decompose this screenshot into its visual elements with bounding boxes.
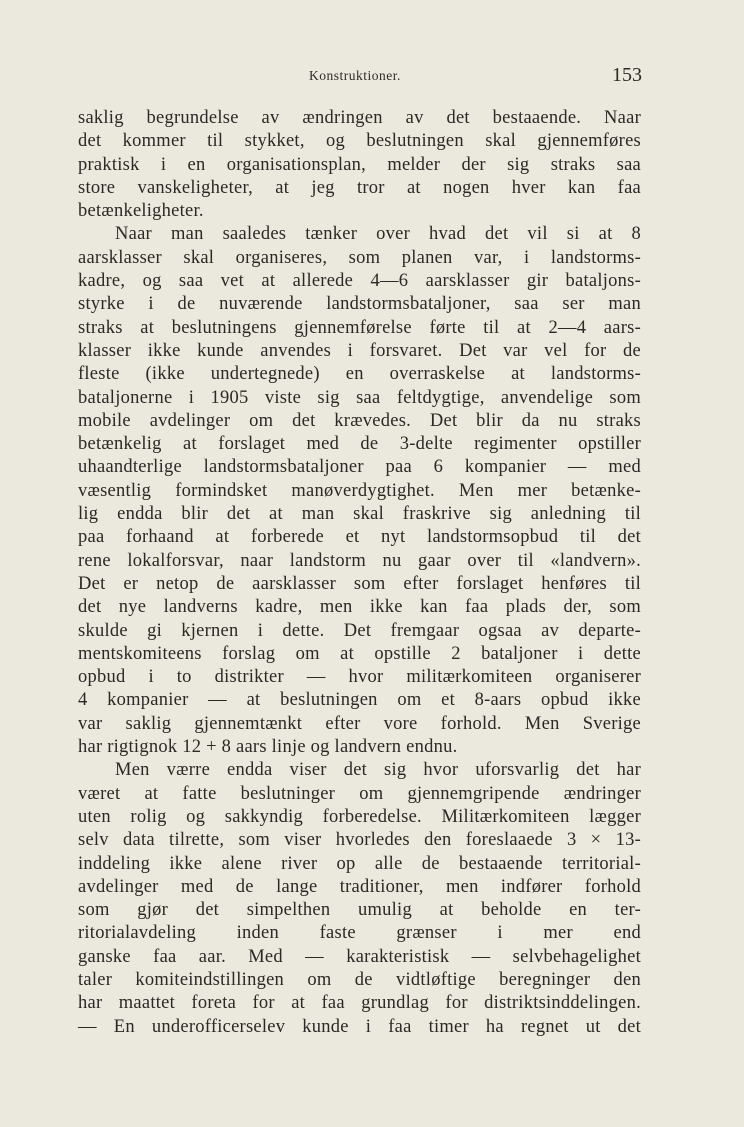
- text-line: uhaandterlige landstormsbataljoner paa 6 kompanier — med: [78, 457, 641, 478]
- text-line: skulde gi kjernen i dette. Det fremgaar ogsaa av departe-: [78, 620, 641, 641]
- text-line: klasser ikke kunde anvendes i forsvaret. Det var vel for de: [78, 340, 641, 361]
- text-line: været at fatte beslutninger om gjennemgripende ændringer: [78, 783, 641, 804]
- text-line: det kommer til stykket, og beslutningen skal gjennemføres: [78, 131, 641, 152]
- text-line: avdelinger med de lange traditioner, men indfører forhold: [78, 876, 641, 897]
- text-line: store vanskeligheter, at jeg tror at nogen hver kan faa: [78, 177, 641, 198]
- text-line: selv data tilrette, som viser hvorledes den foreslaaede 3 × 13-: [78, 830, 641, 851]
- text-line: uten rolig og sakkyndig forberedelse. Militærkomiteen lægger: [78, 806, 641, 827]
- running-header: [0, 62, 744, 92]
- text-line: betænkeligheter.: [78, 201, 204, 222]
- text-line: inddeling ikke alene river op alle de bestaaende territorial-: [78, 853, 641, 874]
- text-line: betænkelig at forslaget med de 3-delte regimenter opstiller: [78, 434, 641, 455]
- text-line: har maattet foreta for at faa grundlag for distriktsinddelingen.: [78, 993, 641, 1014]
- text-line: aarsklasser skal organiseres, som planen var, i landstorms-: [78, 247, 641, 268]
- text-line: det nye landverns kadre, men ikke kan faa plads der, som: [78, 597, 641, 618]
- text-line: straks at beslutningens gjennemførelse førte til at 2—4 aars-: [78, 317, 641, 338]
- page-number: 153: [612, 64, 642, 86]
- text-line: mobile avdelinger om det krævedes. Det blir da nu straks: [78, 410, 641, 431]
- text-line: taler komiteindstillingen om de vidtløftige beregninger den: [78, 969, 641, 990]
- text-line: var saklig gjennemtænkt efter vore forhold. Men Sverige: [78, 713, 641, 734]
- text-line: opbud i to distrikter — hvor militærkomiteen organiserer: [78, 667, 641, 688]
- text-line: Det er netop de aarsklasser som efter forslaget henføres til: [78, 573, 641, 594]
- text-line: har rigtignok 12 + 8 aars linje og landvern endnu.: [78, 737, 458, 758]
- text-line: rene lokalforsvar, naar landstorm nu gaar over til «landvern».: [78, 550, 641, 571]
- text-line: ritorialavdeling inden faste grænser i mer end: [78, 923, 641, 944]
- text-line: styrke i de nuværende landstormsbataljoner, saa ser man: [78, 294, 641, 315]
- text-line: 4 kompanier — at beslutningen om et 8-aars opbud ikke: [78, 690, 641, 711]
- text-line: — En underofficerselev kunde i faa timer ha regnet ut det: [78, 1016, 641, 1037]
- text-line: saklig begrundelse av ændringen av det bestaaende. Naar: [78, 108, 641, 128]
- text-line: lig endda blir det at man skal fraskrive sig anledning til: [78, 504, 641, 525]
- text-line: praktisk i en organisationsplan, melder der sig straks saa: [78, 154, 641, 175]
- text-line: Naar man saaledes tænker over hvad det vil si at 8: [115, 224, 641, 245]
- text-line: fleste (ikke undertegnede) en overraskelse at landstorms-: [78, 364, 641, 385]
- body-text: [78, 107, 641, 1039]
- text-line: som gjør det simpelthen umulig at beholde en ter-: [78, 900, 641, 921]
- text-line: paa forhaand at forberede et nyt landstormsopbud til det: [78, 527, 641, 548]
- text-line: bataljonerne i 1905 viste sig saa feltdygtige, anvendelige som: [78, 387, 641, 408]
- text-line: væsentlig formindsket manøverdygtighet. Men mer betænke-: [78, 480, 641, 501]
- text-line: ganske faa aar. Med — karakteristisk — selvbehagelighet: [78, 946, 641, 967]
- running-title: Konstruktioner.: [309, 68, 401, 83]
- text-line: kadre, og saa vet at allerede 4—6 aarsklasser gir bataljons-: [78, 271, 641, 292]
- text-line: mentskomiteens forslag om at opstille 2 bataljoner i dette: [78, 643, 641, 664]
- text-line: Men værre endda viser det sig hvor uforsvarlig det har: [115, 760, 641, 781]
